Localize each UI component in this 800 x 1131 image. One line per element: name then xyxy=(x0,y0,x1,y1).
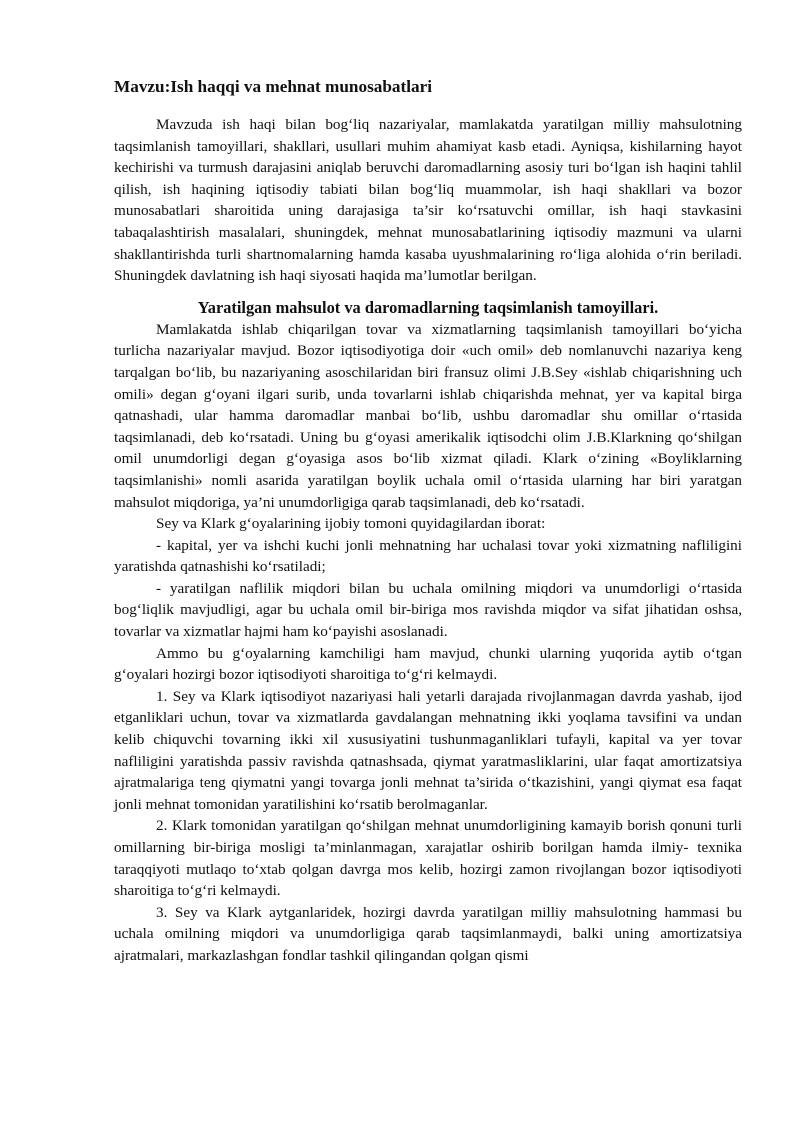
body-paragraph: Ammo bu g‘oyalarning kamchiligi ham mavjud, chunki ularning yuqorida aytib o‘tgan g‘oyalari hozirgi bozor iqtisodiyoti sharoitiga to‘g‘ri kelmaydi. xyxy=(114,644,742,684)
numbered-paragraph: 1. Sey va Klark iqtisodiyot nazariyasi hali yetarli darajada rivojlanmagan davrda yashab, ijod etganliklari uchun, tovar va xizmatlarda gavdalangan mehnatning ikki yoqlama tavsifini va undan kelib chiquvchi tovarning ikki xil xususiyatini tushunmaganliklari tufayli, kapital va yer tovar nafliligini yaratishda passiv ravishda qatnashsada, qiymat yaratmasliklarini, ular faqat amortizatsiya ajratmalariga teng qiymatni yangi tovarga jonli mehnat ta’sirida o‘tkazishini, yangi qiymat esa faqat jonli mehnat tomonidan yaratilishini ko‘rsatib berolmaganlar. xyxy=(114,687,742,813)
numbered-paragraph: 3. Sey va Klark aytganlaridek, hozirgi davrda yaratilgan milliy mahsulotning hammasi bu uchala omilning miqdori va unumdorligiga qarab taqsimlanmaydi, balki uning amortizatsiya ajratmalari, markazlashgan fondlar tashkil qilingandan qolgan qismi xyxy=(114,903,742,964)
numbered-paragraph: 2. Klark tomonidan yaratilgan qo‘shilgan mehnat unumdorligining kamayib borish qonuni turli omillarning bir-biriga mosligi ta’minlanmagan, xarajatlar oshirib borilgan hamda ilmiy- texnika taraqqiyoti mutlaqo to‘xtab qolgan davrga mos kelib, hozirgi zamon rivojlangan bozor iqtisodiyoti sharoitiga to‘g‘ri kelmaydi. xyxy=(114,817,742,900)
body-paragraph: Mamlakatda ishlab chiqarilgan tovar va xizmatlarning taqsimlanish tamoyillari bo‘yicha turlicha nazariyalar mavjud. Bozor iqtisodiyotiga doir «uch omil» deb nomlanuvchi nazariya keng tarqalgan bo‘lib, bu nazariyaning asoschilaridan biri fransuz olimi J.B.Sey «ishlab chiqarishning uch omili» degan g‘oyani ilgari surib, unda tovarlarni ishlab chiqarishda mehnat, yer va kapital birga qatnashadi, ular hamma daromadlar manbai bo‘lib, ushbu daromadlar shu omillar o‘rtasida taqsimlanadi, deb ko‘rsatadi. Uning bu g‘oyasi amerikalik iqtisodchi olim J.B.Klarkning qo‘shilgan omil unumdorligi degan g‘oyasiga asos bo‘lib xizmat qiladi. Klark o‘zining «Boyliklarning taqsimlanishi» nomli asarida yaratilgan boylik uchala omil o‘rtasida ularning har biri yaratgan mahsulot miqdoriga, ya’ni unumdorligiga qarab taqsimlanadi, deb ko‘rsatadi. xyxy=(114,320,742,511)
body-paragraph: Sey va Klark g‘oyalarining ijobiy tomoni quyidagilardan iborat: xyxy=(156,515,546,533)
section-heading: Yaratilgan mahsulot va daromadlarning taqsimlanish tamoyillari. xyxy=(197,297,659,317)
document-title: Mavzu:Ish haqqi va mehnat munosabatlari xyxy=(114,77,433,96)
document-page xyxy=(114,76,742,967)
list-item-paragraph: - yaratilgan naflilik miqdori bilan bu uchala omilning miqdori va unumdorligi o‘rtasida bog‘liqlik mavjudligi, agar bu uchala omil bir-biriga mos ravishda miqdor va sifat jihatidan oshsa, tovarlar va xizmatlar hajmi ham ko‘payishi asoslanadi. xyxy=(114,579,742,641)
list-item-paragraph: - kapital, yer va ishchi kuchi jonli mehnatning har uchalasi tovar yoki xizmatning nafliligini yaratishda qatnashishi ko‘rsatiladi; xyxy=(114,536,742,576)
intro-paragraph: Mavzuda ish haqi bilan bog‘liq nazariyalar, mamlakatda yaratilgan milliy mahsulotning taqsimlanish tamoyillari, shakllari, usullari muhim ahamiyat kasb etadi. Ayniqsa, kishilarning hayot kechirishi va turmush darajasini aniqlab beruvchi daromadlarning asosiy turi bo‘lgan ish haqini tahlil qilish, ish haqining iqtisodiy tabiati bilan bog‘liq muammolar, ish haqi shakllari va bozor munosabatlari sharoitida uning darajasiga ta’sir ko‘rsatuvchi omillar, ish haqi stavkasini tabaqalashtirish masalalari, shuningdek, mehnat munosabatlarining iqtisodiy mazmuni va ularni shakllantirishda turli shartnomalarning hamda kasaba uyushmalarining ro‘liga alohida o‘rin beriladi. Shuningdek davlatning ish haqi siyosati haqida ma’lumotlar berilgan. xyxy=(114,116,742,285)
